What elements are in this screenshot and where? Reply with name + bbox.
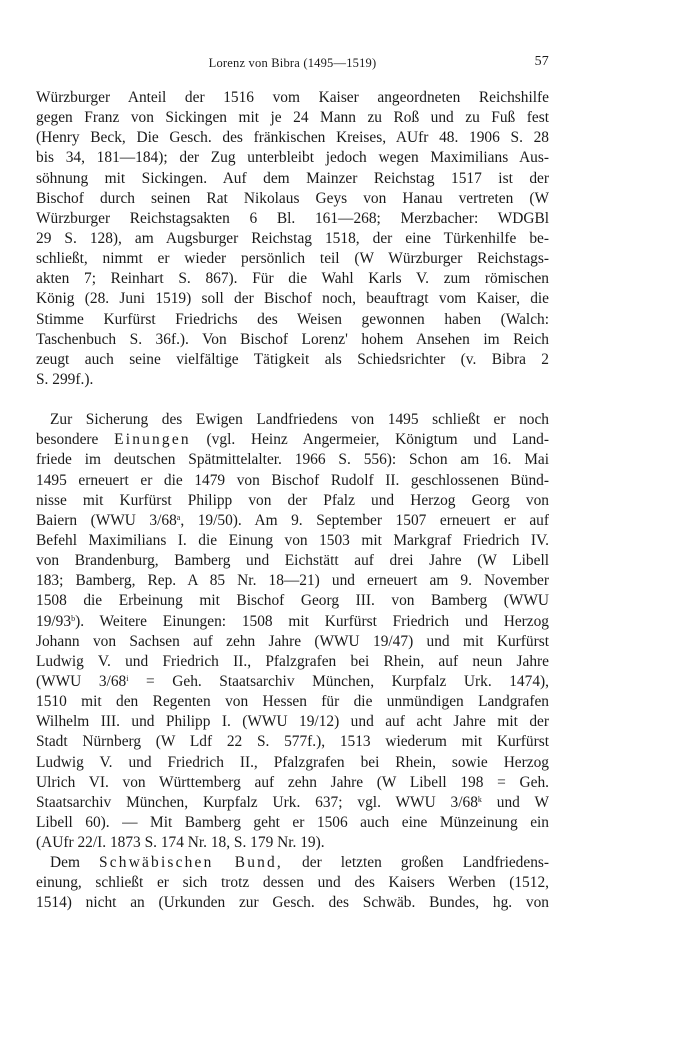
superscript: k (477, 794, 482, 804)
paragraph-3 (36, 853, 549, 913)
text-segment: ). Weitere Einungen: 1508 mit Kurfürst Friedrich und Herzog (75, 612, 549, 630)
text-line: akten 7; Reinhart S. 867). Für die Wahl Karls V. zum römischen (36, 270, 549, 288)
text-line: König (28. Juni 1519) soll der Bischof noch, beauftragt vom Kaiser, die (36, 290, 549, 308)
text-line: zeugt auch seine vielfältige Tätigkeit als Schiedsrichter (v. Bibra 2 (36, 350, 549, 368)
paragraph-2 (36, 410, 549, 853)
text-line: (AUfr 22/I. 1873 S. 174 Nr. 18, S. 179 Nr. 19). (36, 834, 325, 852)
text-segment: = Geh. Staatsarchiv München, Kurpfalz Urk. 1474), (128, 672, 549, 690)
text-line (36, 793, 549, 813)
text-line: nisse mit Kurfürst Philipp von der Pfalz und Herzog Georg von (36, 491, 549, 509)
emphasized-term: Einungen (114, 431, 191, 449)
paragraph-gap (36, 390, 549, 410)
text-line: 1495 erneuert er die 1479 von Bischof Rudolf II. geschlossenen Bünd- (36, 471, 549, 489)
text-line: 183; Bamberg, Rep. A 85 Nr. 18—21) und erneuert am 9. November (36, 572, 549, 590)
superscript: i (126, 673, 129, 683)
text-line: friede im deutschen Spätmittelalter. 1966 S. 556): Schon am 16. Mai (36, 451, 549, 469)
text-line (36, 853, 549, 873)
text-line: schließt, nimmt er wieder persönlich teil (W Würzburger Reichstags- (36, 250, 549, 268)
superscript: a (176, 512, 181, 522)
body-text (36, 88, 549, 914)
text-line: Libell 60). — Mit Bamberg geht er 1506 auch eine Münzeinung ein (36, 813, 549, 831)
text-line: Bischof durch seinen Rat Nikolaus Geys von Hanau vertreten (W (36, 189, 549, 207)
text-line: Ulrich VI. von Württemberg auf zehn Jahre (W Libell 198 = Geh. (36, 773, 549, 791)
text-segment: und W (481, 793, 550, 811)
text-segment: Dem (50, 854, 80, 872)
text-line: gegen Franz von Sickingen mit je 24 Mann zu Roß und zu Fuß fest (36, 109, 549, 127)
text-segment: Baiern (WWU 3/68 (36, 511, 177, 529)
text-segment: , 19/50). Am 9. September 1507 erneuert er auf (180, 511, 549, 529)
text-line (36, 672, 549, 692)
text-segment: besondere (36, 431, 99, 449)
text-line: von Brandenburg, Bamberg und Eichstätt auf drei Jahre (W Libell (36, 552, 549, 570)
text-line: Taschenbuch S. 36f.). Von Bischof Lorenz' hohem Ansehen im Reich (36, 330, 549, 348)
emphasized-term: Schwäbischen Bund, (99, 854, 283, 872)
text-segment: (vgl. Heinz Angermeier, Königtum und Land- (206, 431, 549, 449)
text-line: Stimme Kurfürst Friedrichs des Weisen gewonnen haben (Walch: (36, 310, 549, 328)
text-line (36, 612, 549, 632)
superscript: b (71, 613, 76, 623)
text-segment: der letzten großen Landfriedens- (302, 854, 550, 872)
text-segment: Staatsarchiv München, Kurpfalz Urk. 637; vgl. WWU 3/68 (36, 793, 478, 811)
text-line (36, 511, 549, 531)
text-line: 1510 mit den Regenten von Hessen für die unmündigen Landgrafen (36, 693, 549, 711)
running-title: Lorenz von Bibra (1495—1519) (208, 56, 377, 70)
text-line: Würzburger Reichstagsakten 6 Bl. 161—268; Merzbacher: WDGBl (36, 209, 549, 227)
text-line: 1514) nicht an (Urkunden zur Gesch. des Schwäb. Bundes, hg. von (36, 894, 549, 912)
page-number: 57 (534, 54, 549, 69)
text-line: (Henry Beck, Die Gesch. des fränkischen Kreises, AUfr 48. 1906 S. 28 (36, 129, 549, 147)
running-header (36, 54, 549, 74)
text-line: bis 34, 181—184); der Zug unterbleibt jedoch wegen Maximilians Aus- (36, 149, 549, 167)
text-line: 1508 die Erbeinung mit Bischof Georg III. von Bamberg (WWU (36, 592, 549, 610)
text-line: Würzburger Anteil der 1516 vom Kaiser angeordneten Reichshilfe (36, 89, 549, 106)
text-line: S. 299f.). (36, 370, 94, 388)
text-line: söhnung mit Sickingen. Auf dem Mainzer Reichstag 1517 ist der (36, 169, 549, 187)
text-line: Befehl Maximilians I. die Einung von 1503 mit Markgraf Friedrich IV. (36, 531, 549, 549)
paragraph-1 (36, 88, 549, 390)
text-line: 29 S. 128), am Augsburger Reichstag 1518, der eine Türkenhilfe be- (36, 229, 549, 247)
text-line: Zur Sicherung des Ewigen Landfriedens von 1495 schließt er noch (50, 411, 549, 429)
book-page (36, 54, 549, 914)
text-segment: (WWU 3/68 (36, 672, 127, 690)
text-line: Ludwig V. und Friedrich II., Pfalzgrafen bei Rhein, auf neun Jahre (36, 652, 549, 670)
text-line (36, 430, 549, 450)
text-segment: 19/93 (36, 612, 72, 630)
text-line: einung, schließt er sich trotz dessen und des Kaisers Werben (1512, (36, 874, 549, 892)
text-line: Stadt Nürnberg (W Ldf 22 S. 577f.), 1513 wiederum mit Kurfürst (36, 733, 549, 751)
text-line: Johann von Sachsen auf zehn Jahre (WWU 19/47) und mit Kurfürst (36, 632, 549, 650)
text-line: Wilhelm III. und Philipp I. (WWU 19/12) und auf acht Jahre mit der (36, 713, 549, 731)
text-line: Ludwig V. und Friedrich II., Pfalzgrafen bei Rhein, sowie Herzog (36, 753, 549, 771)
